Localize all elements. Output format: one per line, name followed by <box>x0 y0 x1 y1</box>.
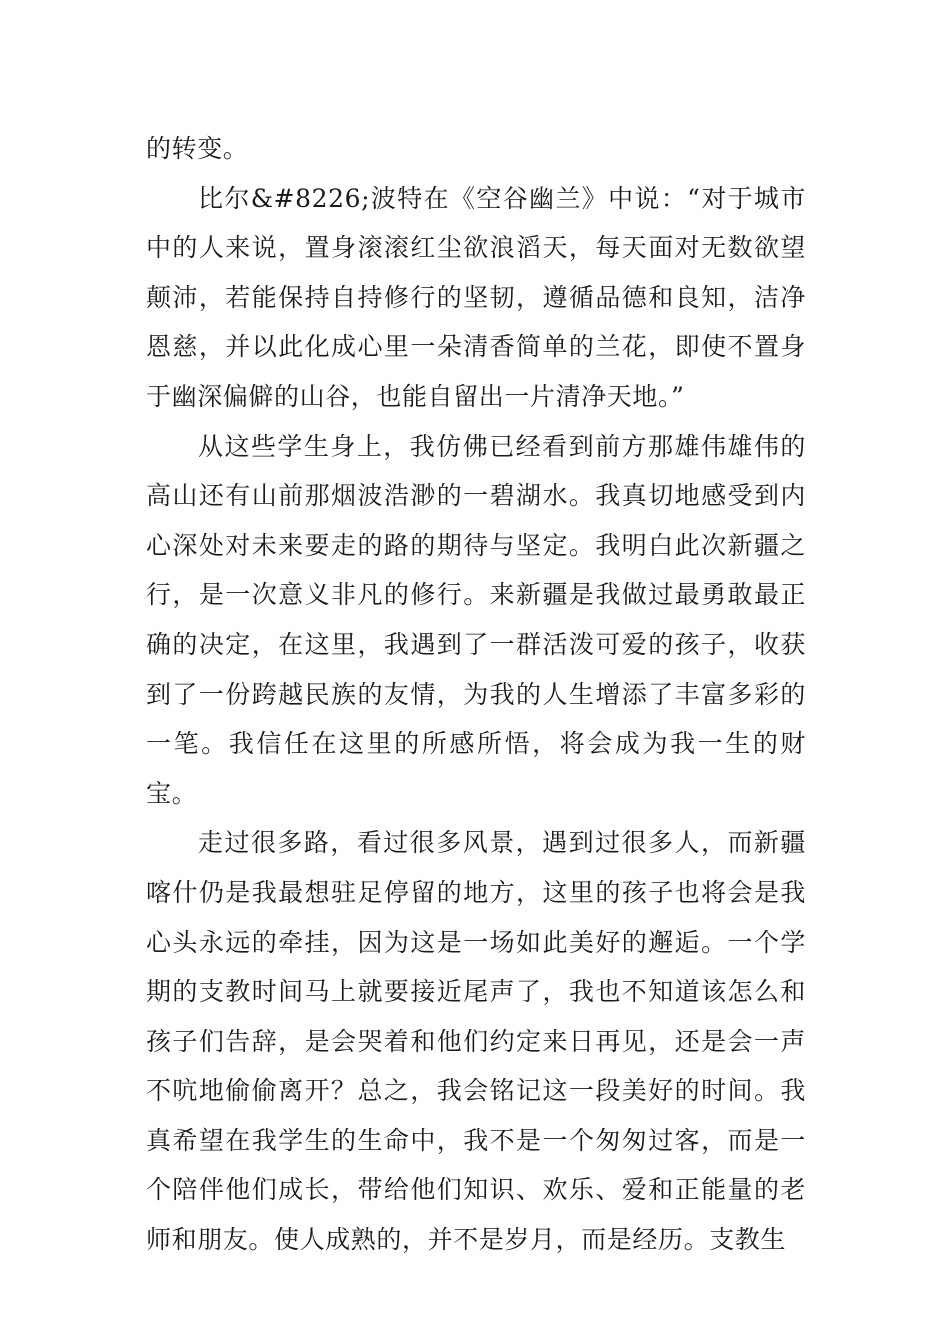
paragraph-farewell: 走过很多路，看过很多风景，遇到过很多人，而新疆喀什仍是我最想驻足停留的地方，这里的孩子也将会是我心头永远的牵挂，因为这是一场如此美好的邂逅。一个学期的支教时间马上就要接近尾声了，我也不知道该怎么和孩子们告辞，是会哭着和他们约定来日再见，还是会一声不吭地偷偷离开？总之，我会铭记这一段美好的时间。我真希望在我学生的生命中，我不是一个匆匆过客，而是一个陪伴他们成长，带给他们知识、欢乐、爱和正能量的老师和朋友。使人成熟的，并不是岁月，而是经历。支教生 <box>146 828 806 1255</box>
paragraph-reflection: 从这些学生身上，我仿佛已经看到前方那雄伟雄伟的高山还有山前那烟波浩渺的一碧湖水。我真切地感受到内心深处对未来要走的路的期待与坚定。我明白此次新疆之行，是一次意义非凡的修行。来新疆是我做过最勇敢最正确的决定，在这里，我遇到了一群活泼可爱的孩子，收获到了一份跨越民族的友情，为我的人生增添了丰富多彩的一笔。我信任在这里的所感所悟，将会成为我一生的财宝。 <box>146 431 806 808</box>
paragraph-quote: 比尔&#8226;波特在《空谷幽兰》中说：“对于城市中的人来说，置身滚滚红尘欲浪滔天，每天面对无数欲望颠沛，若能保持自持修行的坚韧，遵循品德和良知，洁净恩慈，并以此化成心里一朵清香简单的兰花，即使不置身于幽深偏僻的山谷，也能自留出一片清净天地。” <box>146 183 806 411</box>
document-body <box>146 124 806 1265</box>
paragraph-continuation: 的转变。 <box>146 134 249 163</box>
